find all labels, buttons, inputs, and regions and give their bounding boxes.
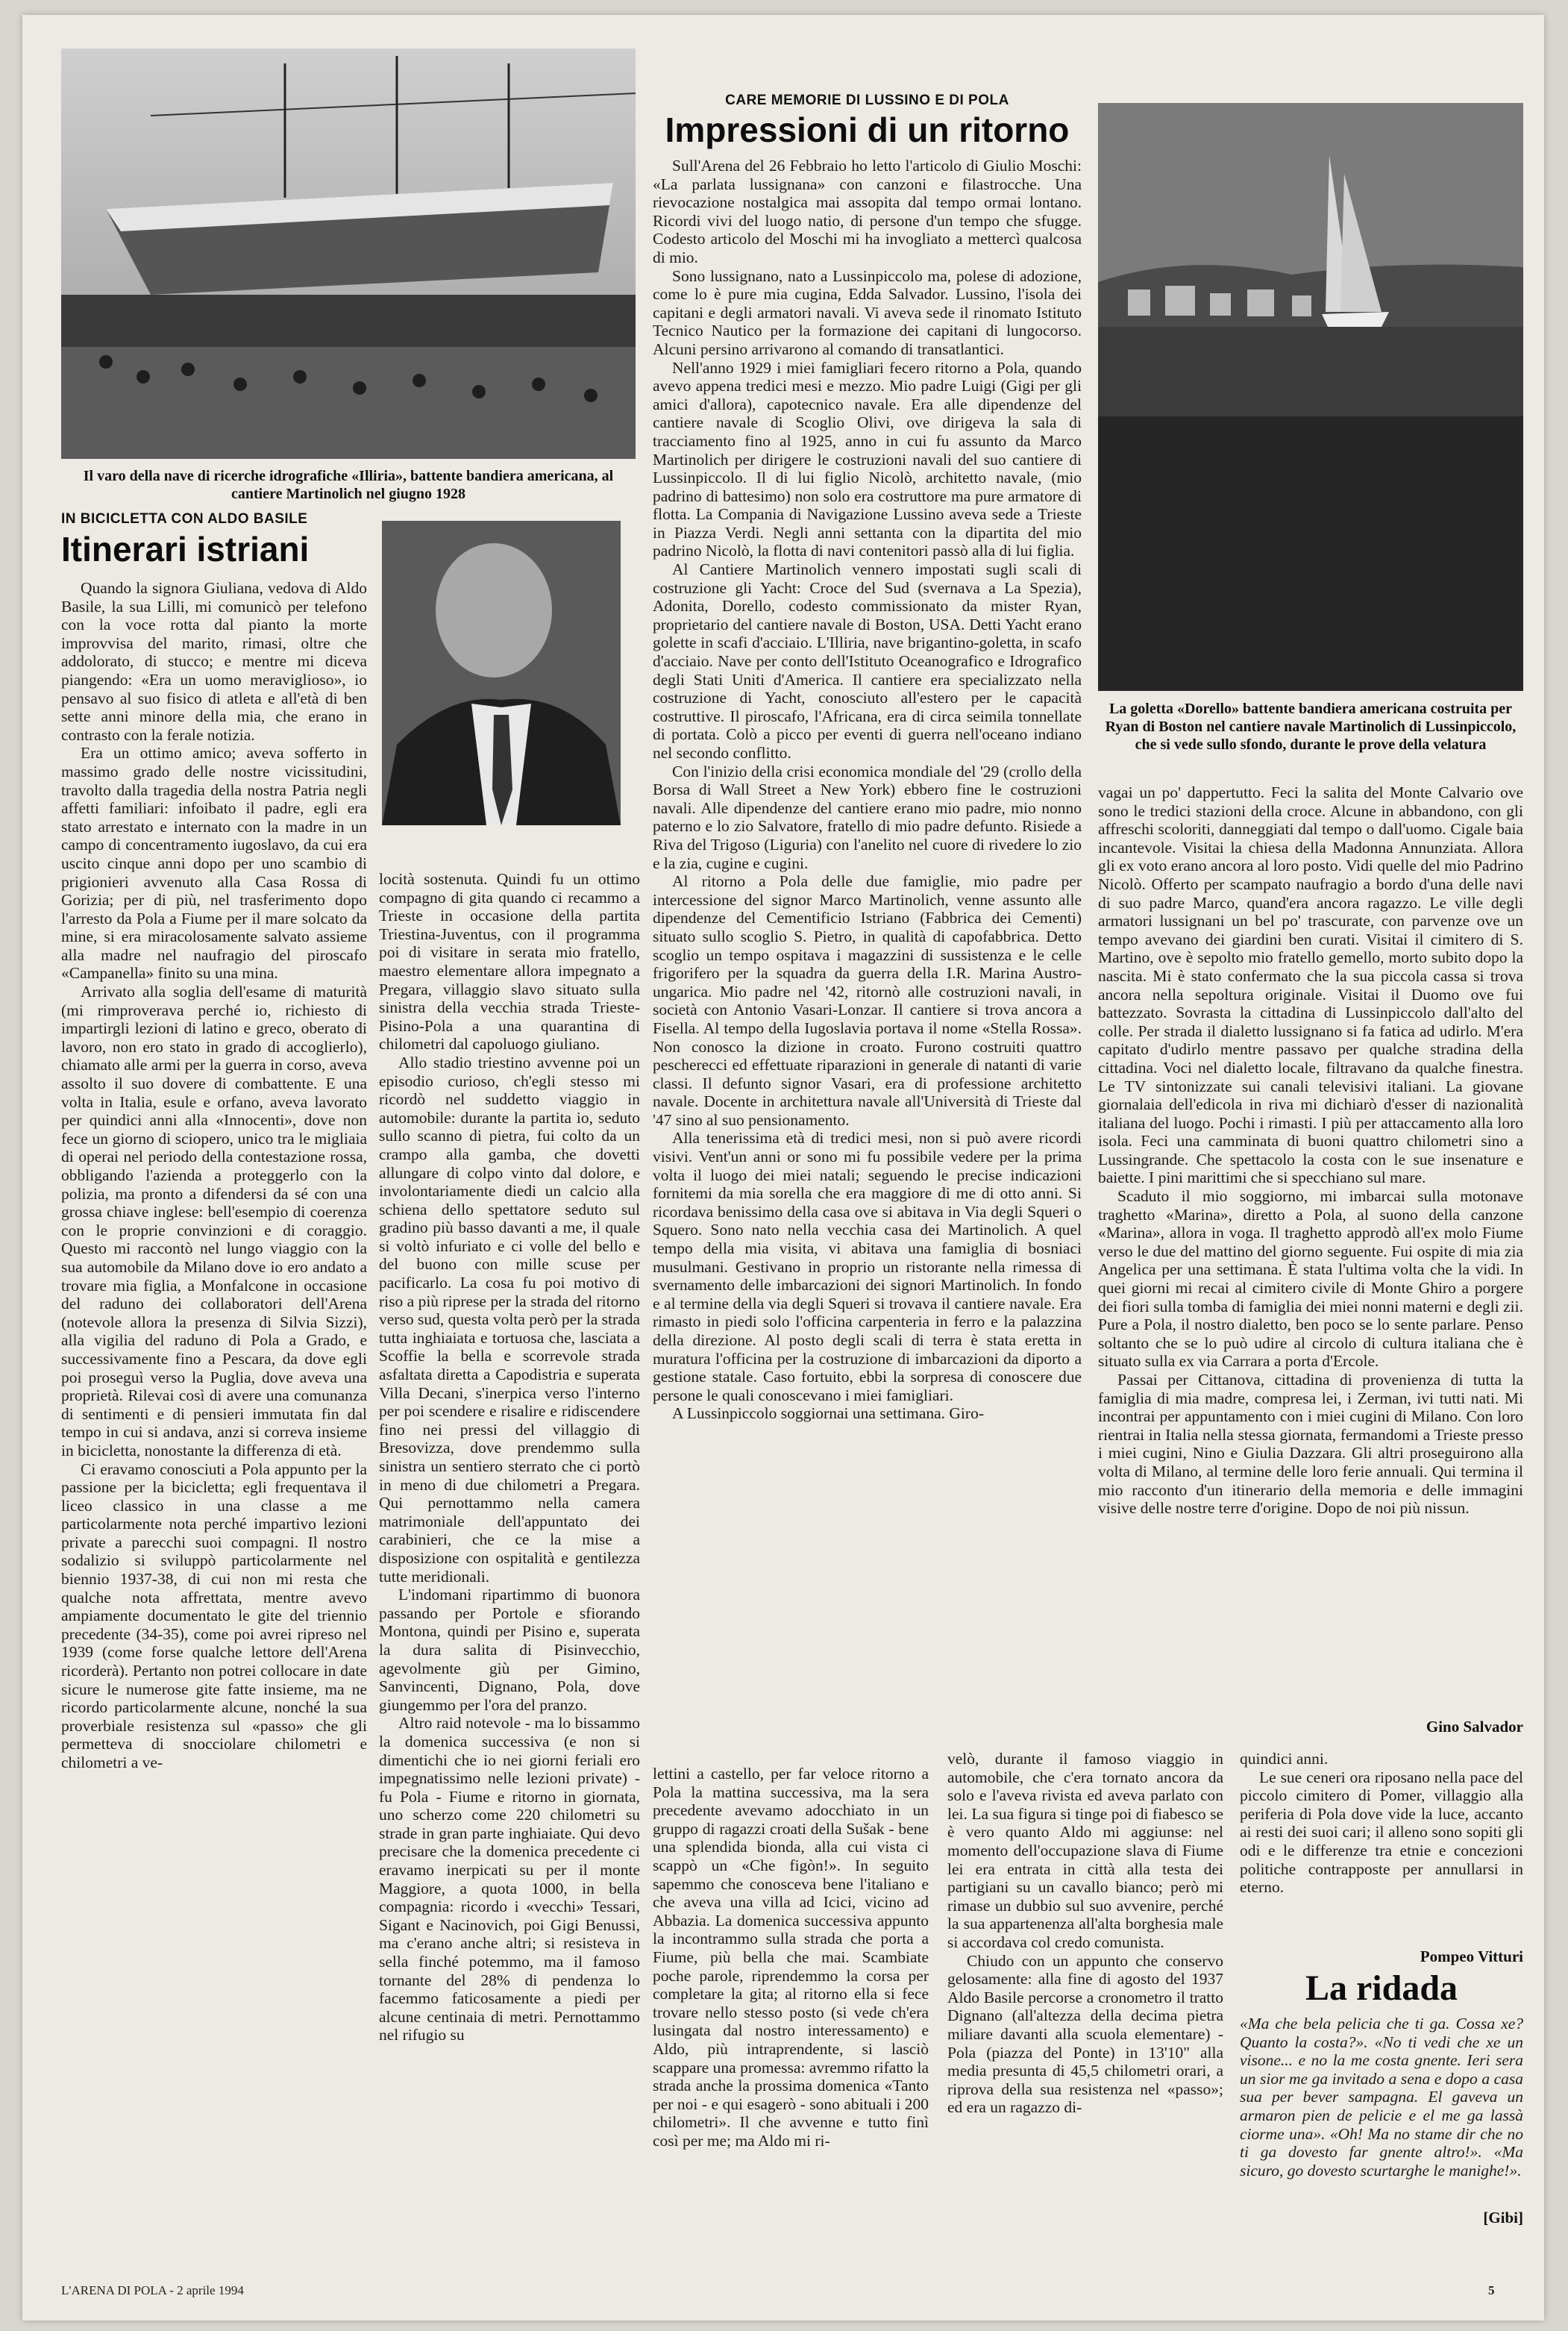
paragraph: lettini a castello, per far veloce ritorno a Pola la mattina successiva, ma la sera precedente avevamo adocchiato in un gruppo di ragazzi croati della Sušak - bene una splendida bionda, alla cui vista ci scappò un «Che figòn!». In seguito sapemmo che conosceva bene l'italiano e che aveva una villa ad Icici, vicino ad Abbazia. La domenica successiva appunto la incontrammo sulla strada che porta a Fiume, più bella che mai. Scambiate poche parole, riprendemmo la corsa per completare la gita; al ritorno ella si fece trovare nello stesso posto (si vede ch'era lusingata dal nostro interessamento) e Aldo, più intraprendente, si lasciò scappare una promessa: avremmo rifatto la strada anche la prossima domenica «Tanto per noi - e qui esagerò - sono abituali i 200 chilometri». Il che avvenne e tutto finì così per me; ma Aldo mi ri- — [653, 1765, 929, 2150]
article1-title: Impressioni di un ritorno — [665, 110, 1070, 149]
paragraph: velò, durante il famoso viaggio in automobile, che c'era tornato ancora da solo e l'aveva rivista ed aveva parlato con lei. La sua figura si tinge poi di fiabesco se è vero quanto Aldo mi aggiunse: nel momento dell'occupazione slava di Fiume lei era entrata in città alla testa dei partigiani su un cavallo bianco; però mi rimase un dubbio sul suo avvenire, perché la sua appartenenza all'alta borghesia male si accordava col credo comunista. — [947, 1750, 1223, 1951]
paragraph: Al ritorno a Pola delle due famiglie, mio padre per intercessione del signor Marco Martinolich, venne assunto alle dipendenze del Cementificio Istriano (Fabbrica dei Cementi) situato sullo scoglio S. Pietro, in qualità di capofabbrica. Detto scoglio un tempo ospitava i magazzini di sussistenza e le celle frigorifero per la squadra da guerra della I.R. Marina Austro-ungarica. Mio padre nel '42, ritornò alle costruzioni navali, in società con Antonio Vasari-Lonzar. Il cantiere si trova ancora a Fisella. Al tempo della Iugoslavia portava il nome «Stella Rossa». Non conosco la dizione in croato. Furono costruiti quattro pescherecci ed effettuate riparazioni in generale di natanti di varie classi. Il defunto signor Vasari, era di professione architetto navale. Docente in architettura navale all'Università di Trieste dal '47 sino al suo pensionamento. — [653, 872, 1082, 1129]
aldo-basile-portrait — [382, 521, 621, 825]
article2-columnB — [379, 870, 640, 2247]
article2-columnD — [947, 1750, 1223, 2250]
footer-publication: L'ARENA DI POLA - 2 aprile 1994 — [61, 2283, 244, 2297]
paragraph: Allo stadio triestino avvenne poi un episodio curioso, ch'egli stesso mi ricordò nel suddetto viaggio in automobile: durante la partita io, seduto sullo scanno di pietra, fui colto da un crampo alla gamba, che dovetti allungare di colpo vinto dal dolore, e involontariamente diedi un calcio alla schiena dello spettatore seduto sul gradino più basso davanti a me, il quale si voltò infuriato e ci volle del bello e del buono con mille scuse per pacificarlo. La cosa fu poi motivo di riso a più riprese per la strada del ritorno verso sud, questa volta però per la strada tutta inghiaiata e tortuosa che, lasciata a Scoffie la bella e scorrevole strada asfaltata diretta a Capodistria e superata Villa Decani, s'inerpica verso l'interno per poi scendere e risalire e ridiscendere fino nei pressi del villaggio di Bresovizza, dove prendemmo sulla sinistra un sentiero sterrato che ci portò in meno di due chilometri a Pregara. Qui pernottammo nella camera matrimoniale dell'appuntato dei carabinieri, che ce la mise a disposizione con ospitalità e gentilezza tutte meridionali. — [379, 1053, 640, 1586]
article2-columnC — [653, 1765, 929, 2250]
paragraph: Con l'inizio della crisi economica mondiale del '29 (crollo della Borsa di Wall Street a New York) ebbero fine le costruzioni navali. Alle dipendenze del cantiere erano mio padre, mio nonno paterno e lo zio Salvatore, fratello di mio padre defunto. Risiede a Riva del Trigoso (Liguria) con l'anelito nel cuore di rivedere lo zio e la zia, cugine e cugini. — [653, 762, 1082, 872]
article1-column2 — [1098, 783, 1523, 1703]
article2-columnA — [61, 579, 367, 2247]
schooner-photo — [1098, 103, 1523, 691]
poem-text: «Ma che bela pelicia che ti ga. Cossa xe? Quanto la costa?». «No ti vedi che xe un visone... e no la me costa gnente. Ieri sera un sior me ga invitado a sena e dopo a casa sua per bever sampagna. El gaveva un armaron pien de pelicie e el me ga lassà ciorme una». «Oh! Ma no stame dir che no ti ga dovesto far gnente altro!». «Ma sicuro, go dovesto scurtarghe le manighe!». — [1240, 2015, 1523, 2180]
paragraph: A Lussinpiccolo soggiornai una settimana. Giro- — [672, 1404, 984, 1423]
article2-columnE — [1240, 1750, 1523, 1936]
paragraph: Ci eravamo conosciuti a Pola appunto per la passione per la bicicletta; egli frequentava il liceo classico in una classe a me particolarmente nota perché impartivo lezioni private a parecchi suoi compagni. Il nostro sodalizio si sviluppò particolarmente nel biennio 1937-38, di cui non mi resta che qualche nota affrettata, mentre avevo ampiamente documentato le gite del triennio precedente (34-35), come poi avrei ripreso nel 1939 (come forse qualche lettore dell'Arena ricorderà). Pertanto non potrei collocare in date sicure le numerose gite fatte insieme, ma ne ricordo particolarmente alcune, nonché la sua proverbiale resistenza sul «passo» che gli permetteva di snocciolare chilometri e chilometri a ve- — [61, 1459, 367, 1771]
paragraph: Arrivato alla soglia dell'esame di maturità (mi rimproverava perché io, richiesto di impartirgli lezioni di latino e greco, oberato di lavoro, non ero stato in grado di accoglierlo), chiamato alle armi per la guerra in corso, aveva assolto il suo dovere di combattente. E una volta in Italia, esule e orfano, aveva lavorato per quindici anni alla «Innocenti», dove non fece un giorno di sciopero, unico tra le migliaia di operai nel periodo della contestazione rossa, obbligando l'azienda a proteggerlo con la polizia, ma pronto a difendersi da sé con una grossa chiave inglese: bell'esempio di coerenza con le proprie convinzioni e di coraggio. Questo mi raccontò nel lungo viaggio con la sua automobile da Milano dove io ero andato a trovare mia figlia, a Monfalcone in occasione del raduno dei collaboratori dell'Arena (notevole allora la presenza di Silvia Sizzi), alla vigilia del raduno di Pola a Grado, e successivamente fino a Pescara, da dove egli poi proseguì verso la Puglia, dove aveva una proprietà. Rilevai così di avere una comunanza di sentimenti e di pensieri immutata fin dal tempo in cui si andava, anzi si correva insieme in bicicletta, nonostante la differenza di età. — [61, 983, 367, 1459]
schooner-caption: La goletta «Dorello» battente bandiera americana costruita per Ryan di Boston nel cantiere navale Martinolich di Lussinpiccolo, che si vede sullo sfondo, durante le prove della velatura — [1105, 701, 1517, 753]
paragraph: Al Cantiere Martinolich vennero impostati sugli scali di costruzione gli Yacht: Croce del Sud (svernava a La Spezia), Adonita, Dorello, codesto commissionato da mister Ryan, proprietario del cantiere navale di Boston, USA. Detti Yacht erano golette in scafi d'acciaio. L'Illiria, nave brigantino-goletta, in scafo d'acciaio. Nave per conto dell'Istituto Oceanografico e Idrografico degli Stati Uniti d'America. Il cantiere era specializzato nella costruzione di Yacht, conosciuto all'estero per le capacità costruttive. Il piroscafo, l'Africana, era di circa seimila tonnellate di portata. Colò a picco per eventi di guerra nell'oceano indiano nel secondo conflitto. — [653, 560, 1082, 762]
paragraph: L'indomani ripartimmo di buonora passando per Portole e sfiorando Montona, quindi per Pisino e, superata la dura salita di Pisinvecchio, agevolmente giù per Gimino, Sanvincenti, Dignano, Pola, dove giungemmo per l'ora del pranzo. — [379, 1586, 640, 1714]
newspaper-page — [22, 15, 1544, 2321]
paragraph: Era un ottimo amico; aveva sofferto in massimo grado delle nostre vicissitudini, travolto dalla tragedia della nostra Patria negli affetti familiari: infoibato il padre, egli era stato arrestato e internato con la madre in un campo di concentramento iugoslavo, da cui era uscito cinque anni dopo per uno scambio di prigionieri avvenuto alla Casa Rossa di Gorizia; per di più, nel trasferimento dopo l'arresto da Pola a Fiume per il mare solcato da mine, si era miracolosamente salvato assieme alla madre nel naufragio del piroscafo «Campanella» finito su una mina. — [61, 744, 367, 983]
ship-launch-caption: Il varo della nave di ricerche idrografiche «Illiria», battente bandiera americana, al cantiere Martinolich nel giugno 1928 — [83, 468, 614, 502]
paragraph: locità sostenuta. Quindi fu un ottimo compagno di gita quando ci recammo a Trieste in occasione della partita Triestina-Juventus, con il programma poi di visitare in serata mio fratello, maestro elementare allora impegnato a Pregara, villaggio slavo situato sulla sinistra della vecchia strada Trieste-Pisino-Pola a una quarantina di chilometri dal capoluogo giuliano. — [379, 870, 640, 1054]
article1-kicker: CARE MEMORIE DI LUSSINO E DI POLA — [725, 93, 1009, 108]
article2-kicker: IN BICICLETTA CON ALDO BASILE — [61, 511, 308, 527]
article1-column1 — [653, 157, 1082, 1755]
ship-launch-photo — [61, 49, 636, 459]
paragraph: Scaduto il mio soggiorno, mi imbarcai sulla motonave traghetto «Marina», diretto a Pola, al suono della canzone «Marina», allora in voga. Il traghetto approdò all'ex molo Fiume verso le due del mattino del giorno seguente. Fui ospite di mia zia Angelica per una settimana. È stata l'ultima volta che la vidi. In quei giorni mi recai al cimitero civile di Monte Ghiro a porgere dei fiori sulla tomba di famiglia dei miei nonni materni e degli zii. Pure a Pola, il nostro dialetto, ben poco se lo sente parlare. Penso soltanto che se lo può udire al circolo di cultura italiana che è situato sulla ex via Carrara a porta d'Ercole. — [1098, 1187, 1523, 1371]
footer-page-number: 5 — [1488, 2283, 1495, 2297]
article1-author: Gino Salvador — [1426, 1718, 1523, 1736]
poem-title: La ridada — [1305, 1968, 1458, 2008]
paragraph: Nell'anno 1929 i miei famigliari fecero ritorno a Pola, quando avevo appena tredici mesi e mezzo. Mio padre Luigi (Gigi per gli amici d'allora), capotecnico navale. Era alle dipendenze del cantiere navale di Scoglio Olivi, ove dirigeva la sala di tracciamento fino al 1925, anno in cui fu assunto da Marco Martinolich per dirigere le costruzioni navali del suo cantiere di Lussinpiccolo. Il di lui figlio Nicolò, architetto navale, (mio padrino di battesimo) non solo era costruttore ma pure armatore di flotta. La Compania di Navigazione Lussino aveva sede a Trieste in Piazza Verdi. Negli anni settanta con la dipartita del mio padrino Nicolò, la flotta di navi contenitori passò alla di lui figlia. — [653, 358, 1082, 560]
article2-title: Itinerari istriani — [61, 530, 310, 569]
poem-author: [Gibi] — [1483, 2209, 1523, 2227]
paragraph: Altro raid notevole - ma lo bissammo la domenica successiva (e non si dimentichi che io nei giorni feriali ero impegnatissimo nelle lezioni private) - fu Pola - Fiume e ritorno in giornata, uno scherzo come 220 chilometri su strade in gran parte inghiaiate. Qui devo precisare che la domenica precedente ci eravamo inerpicati su per il monte Maggiore, a quota 1000, in bella compagnia: ricordo i «vecchi» Tessari, Sigant e Nacinovich, poi Gigi Benussi, ma c'erano anche altri; si resisteva in sella finché potemmo, ma il famoso tornante del 28% di pendenza lo facemmo faticosamente a piedi per alcune centinaia di metri. Pernottammo nel rifugio su — [379, 1714, 640, 2044]
paragraph: Quando la signora Giuliana, vedova di Aldo Basile, la sua Lilli, mi comunicò per telefono con la voce rotta dal pianto la morte improvvisa del marito, rimasi, oltre che addolorato, di stucco; e mentre mi diceva piangendo: «Era un uomo meraviglioso», io pensavo al suo fisico di atleta e all'età di ben sette anni minore della mia, che erano in contrasto con la ferale notizia. — [61, 579, 367, 744]
paragraph: Le sue ceneri ora riposano nella pace del piccolo cimitero di Pomer, villaggio alla periferia di Pola dove vide la luce, accanto ai resti dei suoi cari; il alleno sono sopiti gli odi e le differenze tra etnie e concezioni politiche contrapposte per annullarsi in eterno. — [1240, 1768, 1523, 1897]
paragraph: Sono lussignano, nato a Lussinpiccolo ma, polese di adozione, come lo è pure mia cugina, Edda Salvador. Lussino, l'isola dei capitani e degli armatori navali. Vi aveva sede il rinomato Istituto Tecnico Nautico per la formazione dei capitani di lungocorso. Alcuni persino arrivarono al comando di transatlantici. — [653, 266, 1082, 358]
paragraph: Chiudo con un appunto che conservo gelosamente: alla fine di agosto del 1937 Aldo Basile percorse a cronometro il tratto Dignano (all'altezza della decima pietra miliare davanti alla scuola elementare) - Pola (piazza del Ponte) in 13'10" alla media presunta di 45,5 chilometri orari, a riprova della sua resistenza nel «passo»; ed era un ragazzo di- — [947, 1951, 1223, 2117]
ship-launch-image — [61, 49, 636, 459]
portrait-image — [382, 521, 621, 825]
paragraph: vagai un po' dappertutto. Feci la salita del Monte Calvario ove sono le tredici stazioni della croce. Alcune in abbandono, con gli affreschi scoloriti, danneggiati dal tempo o dall'uomo. Cigale baia incantevole. Visitai la chiesa della Madonna Annunziata. Allora gli ex voto erano ancora al loro posto. Vidi quelle del mio Padrino Nicolò. Offerto per scampato naufragio a bordo d'una delle navi di suo padre Marco, quand'era ancora ragazzo. Le ville degli armatori lussignani un bel po' trascurate, con parvenze ove un tempo avevano dei giardini ben curati. Visitai il cimitero di S. Martino, ove è sepolto mio fratello gemello, morto subito dopo la nascita. Mi è stato confermato che la sua piccola cassa si trova ancora nella sepoltura originale. Visitai il Duomo ove fui battezzato. Sovrasta la cittadina di Lussinpiccolo dall'alto del colle. Per strada il dialetto lussignano si fa fatica ad udirlo. M'era capitato d'udirlo mentre passavo per qualche stradina della cittadina. Voci nel dialetto locale, filtravano da qualche finestra. Le TV sintonizzate sui canali televisivi italiani. La giovane giornalaia dell'edicola in riva mi dichiarò d'esser di nazionalità italiana del luogo. Pochi i rimasti. I più per attaccamento alla loro isola. Feci una camminata di buoni quattro chilometri sino a Lussingrande. Che spettacolo la costa con le sue insenature e baiette. I pini marittimi che si specchiano sul mare. — [1098, 783, 1523, 1187]
schooner-image — [1098, 103, 1523, 691]
paragraph: quindici anni. — [1240, 1750, 1329, 1768]
paragraph: Sull'Arena del 26 Febbraio ho letto l'articolo di Giulio Moschi: «La parlata lussignana» con canzoni e filastrocche. Una rievocazione nostalgica mai assopita dal tempo ormai lontano. Ricordi vivi del luogo natio, di persone d'un tempo che sfugge. Codesto articolo del Moschi mi ha invogliato a mettercì qualcosa di mio. — [653, 157, 1082, 266]
paragraph: Alla tenerissima età di tredici mesi, non si può avere ricordi visivi. Vent'un anni or sono mi fu possibile vedere per la prima volta il luogo dei miei natali; seguendo le precise indicazioni fornitemi da mia sorella che era maggiore di me di otto anni. Si ricordava benissimo della casa ove si abitava in Via degli Squeri o Squero. Sono nato nella vecchia casa dei Martinolich. A quel tempo della mia visita, vi abitava una famiglia di bosniaci musulmani. Gestivano in proprio un ristorante nella rimessa di svernamento delle imbarcazioni dei signori Martinolich. In fondo e al termine della via degli Squeri si trovava il cantiere navale. Era rimasto in piedi solo l'officina carpenteria in ferro e la palazzina della direzione. Al posto degli scali di terra è stata eretta in muratura l'officina per la costruzione di imbarcazioni da diporto a gestione statale. Caso fortuito, ebbi la sorpresa di conoscere due persone le quali conoscevano i miei famigliari. — [653, 1129, 1082, 1404]
paragraph: Passai per Cittanova, cittadina di provenienza di tutta la famiglia di mia madre, compresa lei, i Zerman, ivi tutti nati. Mi incontrai per appuntamento con i miei cugini di Milano. Con loro rientrai in Italia nella stessa giornata, fermandomi a Trieste presso i miei cugini, Nino e Giulia Dazzara. Gli altri proseguirono alla volta di Milano, al termine delle loro ferie annuali. Qui termina il mio racconto d'un itinerario della memoria e delle immagini visive delle nostre terre d'origine. Dopo de noi più nissun. — [1098, 1371, 1523, 1518]
article2-author: Pompeo Vitturi — [1420, 1947, 1523, 1965]
